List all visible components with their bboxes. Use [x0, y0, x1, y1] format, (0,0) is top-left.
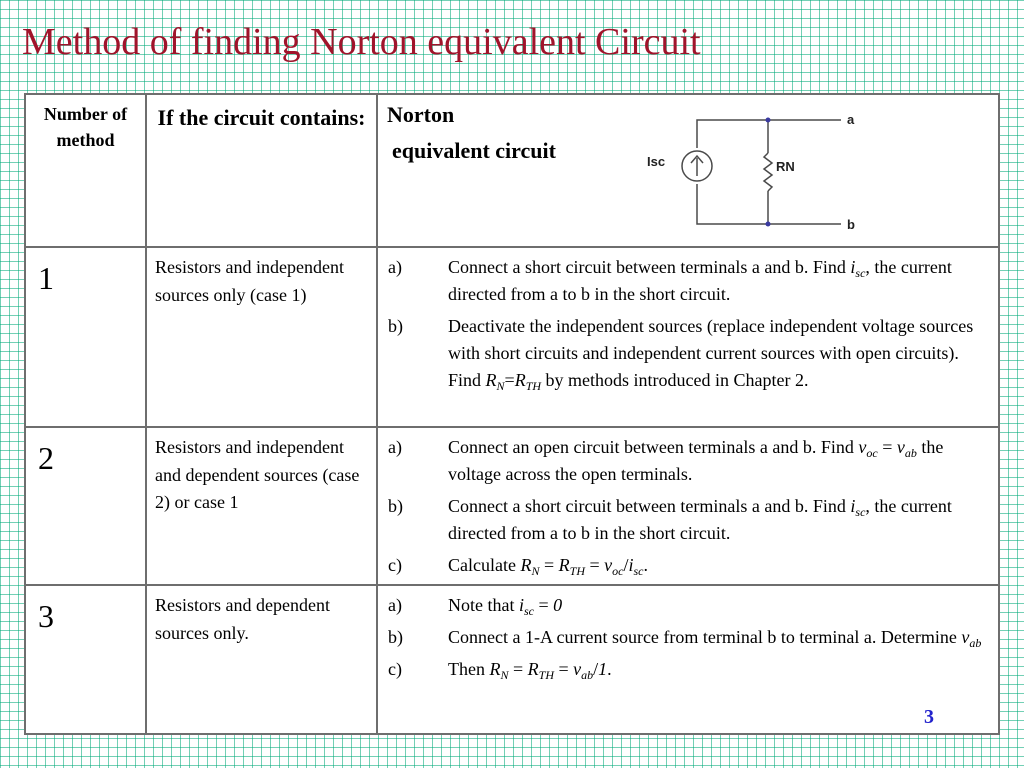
step-text: Connect a short circuit between terminals a and b. Find $i_{sc}$, the current directed from a to b in the short circuit. — [448, 496, 952, 543]
header-if-contains: If the circuit contains: — [146, 94, 377, 247]
norton-steps — [377, 585, 999, 734]
step-item — [388, 624, 992, 651]
step-item — [388, 434, 992, 488]
step-item — [388, 254, 992, 308]
step-text: Connect an open circuit between terminals a and b. Find $v_{oc} = v_{ab}$ the voltage across the open terminals. — [448, 437, 944, 484]
step-label: a) — [388, 257, 402, 277]
table-row — [25, 247, 999, 427]
node-top-dot — [766, 118, 771, 123]
node-bottom-dot — [766, 222, 771, 227]
step-label: a) — [388, 437, 402, 457]
terminal-a-label: a — [847, 112, 855, 127]
method-number: 1 — [25, 247, 146, 427]
terminal-b-label: b — [847, 217, 855, 232]
step-label: b) — [388, 316, 403, 336]
circuit-contains: Resistors and independent sources only (case 1) — [146, 247, 377, 427]
step-label: c) — [388, 555, 402, 575]
circuit-contains: Resistors and independent and dependent sources (case 2) or case 1 — [146, 427, 377, 585]
step-label: c) — [388, 659, 402, 679]
step-label: b) — [388, 627, 403, 647]
step-item — [388, 313, 992, 394]
step-text: Connect a short circuit between terminals a and b. Find $i_{sc}$, the current directed from a to b in the short circuit. — [448, 257, 952, 304]
header-norton-line2: equivalent circuit — [392, 138, 556, 163]
table-row — [25, 427, 999, 585]
step-item — [388, 656, 992, 683]
step-item — [388, 493, 992, 547]
norton-steps — [377, 247, 999, 427]
norton-steps — [377, 427, 999, 585]
step-label: a) — [388, 595, 402, 615]
step-text: Deactivate the independent sources (replace independent voltage sources with short circuits and independent current sources with open circuits). Find $R_N=R_{TH}$ by methods introduced in Chapter 2. — [448, 316, 974, 393]
step-text: Connect a 1-A current source from terminal b to terminal a. Determine $v_{ab}$ — [448, 627, 982, 650]
slide-title: Method of finding Norton equivalent Circuit — [22, 21, 701, 63]
step-item — [388, 592, 992, 619]
method-number: 2 — [25, 427, 146, 585]
step-text: Calculate $R_N = R_{TH} = v_{oc}/i_{sc}$. — [448, 555, 648, 578]
header-norton-line1: Norton — [387, 102, 455, 127]
norton-methods-table — [24, 93, 1000, 735]
table-header-row — [25, 94, 999, 247]
circuit-contains: Resistors and dependent sources only. — [146, 585, 377, 734]
rn-label: RN — [776, 159, 795, 174]
table-row — [25, 585, 999, 734]
method-number: 3 — [25, 585, 146, 734]
resistor-rn — [764, 153, 772, 191]
step-text: Note that $i_{sc} = 0$ — [448, 595, 563, 618]
circuit-top-wire — [697, 120, 841, 148]
norton-circuit-diagram — [634, 102, 886, 242]
page-number: 3 — [924, 706, 934, 728]
isc-label: Isc — [647, 154, 666, 169]
header-norton-equivalent — [377, 94, 999, 247]
step-item — [388, 552, 992, 579]
step-text: Then $R_N = R_{TH} = v_{ab}/1$. — [448, 659, 612, 682]
step-label: b) — [388, 496, 403, 516]
header-number-of-method: Number of method — [25, 94, 146, 247]
